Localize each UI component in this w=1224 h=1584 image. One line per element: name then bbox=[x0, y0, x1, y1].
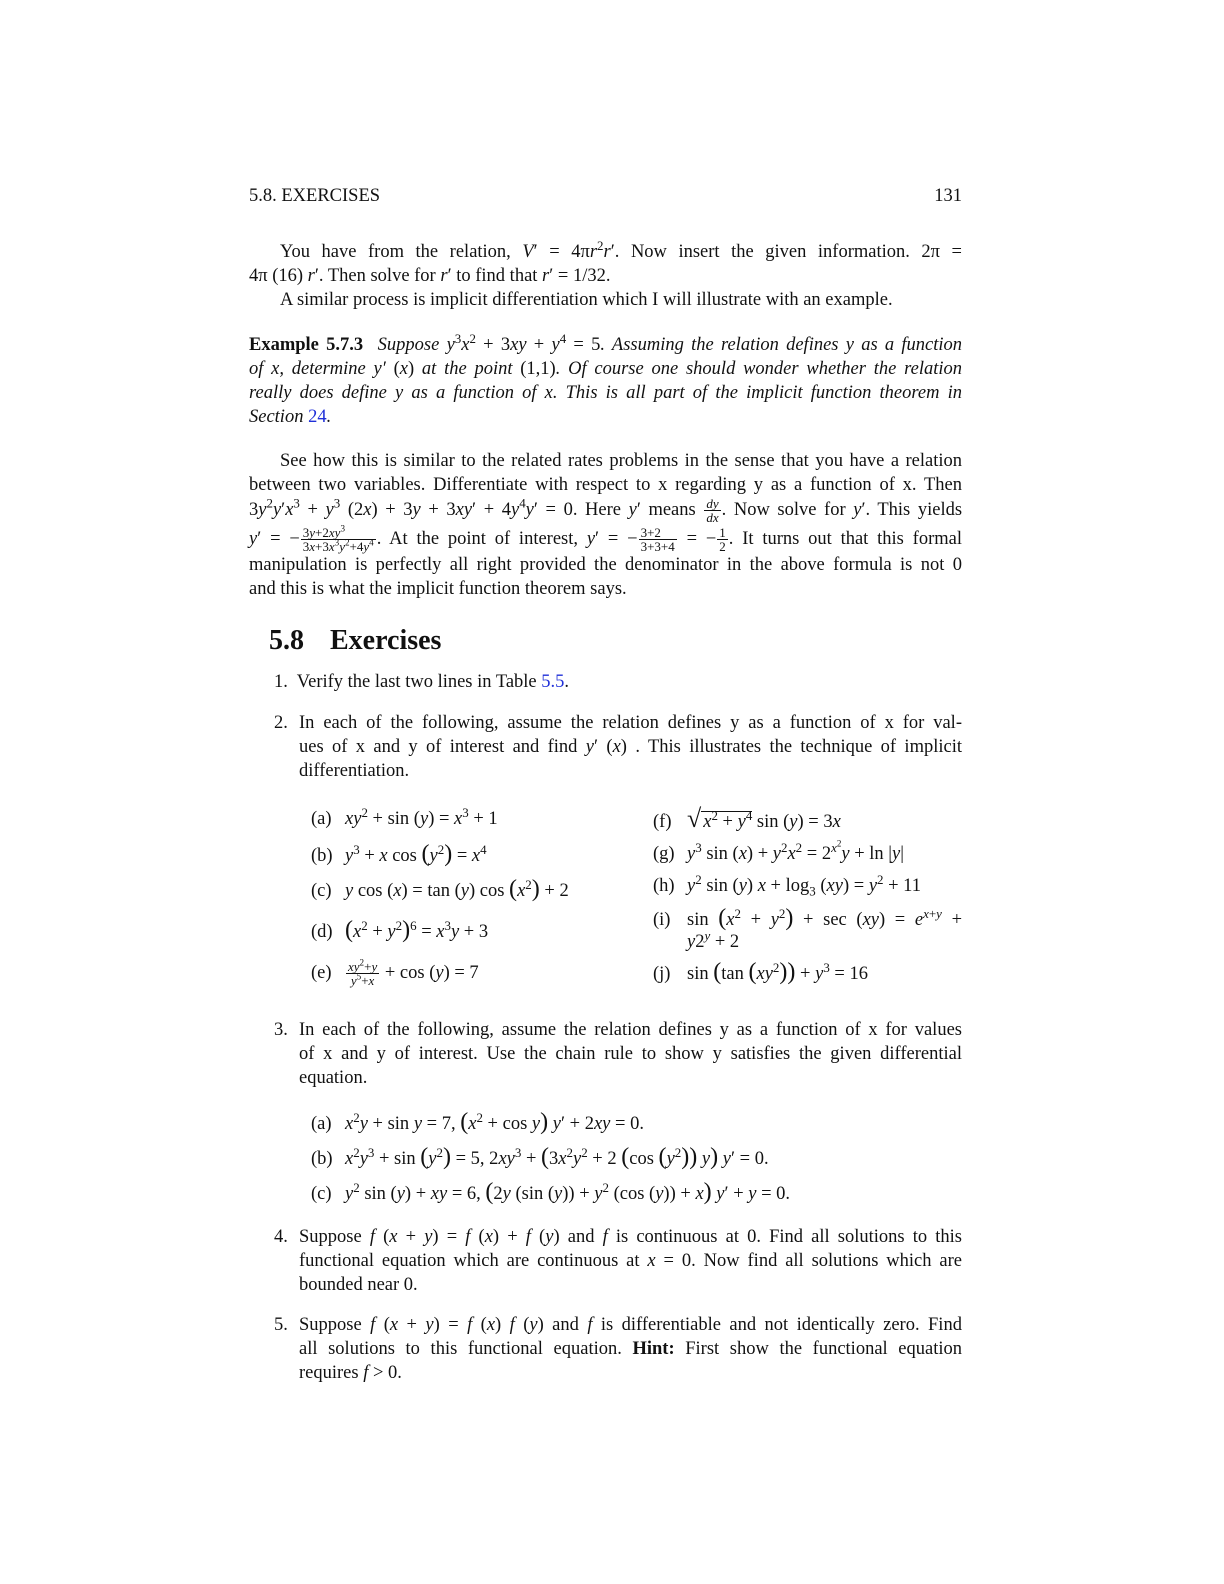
exercise-5-line-2: all solutions to this functional equation. Hint: First show the functional equation bbox=[299, 1339, 962, 1359]
exercise-3-line-2: of x and y of interest. Use the chain rule to show y satisfies the given differential bbox=[299, 1044, 962, 1064]
exercise-2b: (b) $y^3 + x$ $\cos (y^2) = x^4$ bbox=[311, 841, 487, 867]
example-line-2: of x, determine y′ (x) at the point (1,1). Of course one should wonder whether the relation bbox=[249, 359, 963, 379]
exercise-2h: (h) $y^2$ sin (y) $x + \log_3 (xy) = y^2 + 11$ bbox=[653, 871, 921, 899]
exercise-5-line-1: Suppose f (x + y) = f (x) f (y) and f is differentiable and not identically zero. Find bbox=[299, 1315, 962, 1335]
exercise-4-line-1: Suppose f (x + y) = f (x) + f (y) and f is continuous at 0. Find all solutions to this bbox=[299, 1227, 962, 1247]
hint-label: Hint: bbox=[632, 1339, 675, 1359]
exercise-5-line-3: requires f > 0. bbox=[299, 1363, 402, 1383]
exercise-3b: (b) $x^2y^3 + \sin (y^2) = 5$, $2xy^3 + (3x^2y^2 + 2$ (cos $(y^2)$) y) y′ = 0. bbox=[311, 1144, 769, 1170]
discussion-line-5: manipulation is perfectly all right provided the denominator in the above formula is not 0 bbox=[249, 555, 962, 575]
intro-line-1: You have from the relation, $V' = 4\pi r^2r'$. Now insert the given information. 2π = bbox=[280, 237, 962, 262]
exercise-2f: (f) √ $x^2 + y^4$ sin (y) = 3x bbox=[653, 804, 841, 833]
exercise-4-number: 4. bbox=[274, 1227, 288, 1247]
exercise-4-line-3: bounded near 0. bbox=[299, 1275, 418, 1295]
intro-line-2: 4π (16) r′. Then solve for r′ to find that r′ = 1/32. bbox=[249, 266, 611, 286]
exercise-2i-line-2: $y2^y + 2$ bbox=[687, 927, 740, 952]
exercise-2e: (e) $\frac{xy^2+y}{y^5+x}$ + cos (y) = 7 bbox=[311, 957, 479, 988]
exercise-2-line-3: differentiation. bbox=[299, 761, 410, 781]
discussion-line-6: and this is what the implicit function theorem says. bbox=[249, 579, 627, 599]
discussion-line-4: y′ = − $\frac{3y+2xy^3}{3x+3x^3y^2+4y^4}$ . At the point of interest, y′ = − $\frac{3+2}{3+3+4}$ = − $\frac{1}{2}$ . It turns out that this formal bbox=[249, 523, 962, 554]
example-line-3: really does define y as a function of x. This is all part of the implicit function theorem in bbox=[249, 383, 962, 403]
exercise-2c: (c) y cos (x) = tan (y) $\cos (x^2) + 2$ bbox=[311, 876, 569, 902]
exercise-3a: (a) $x^2y + \sin y = 7$, $(x^2 + \cos y) y' + 2xy = 0$. bbox=[311, 1109, 644, 1135]
exercise-4-line-2: functional equation which are continuous at x = 0. Now find all solutions which are bbox=[299, 1251, 963, 1271]
section-number: 5.8 bbox=[269, 625, 304, 656]
exercise-2-line-1: In each of the following, assume the relation defines y as a function of x for val- bbox=[299, 713, 962, 733]
section-24-link[interactable]: 24 bbox=[308, 407, 327, 427]
exercise-2i-line-1: (i) $\sin (x^2 + y^2) + \sec (xy) = e^{x+y}$ + bbox=[653, 905, 963, 931]
example-line-1: Example 5.7.3 Suppose $y^3x^2 + 3xy + y^4 = 5$. Assuming the relation defines y as a function bbox=[249, 330, 963, 355]
page-number: 131 bbox=[934, 186, 962, 206]
exercise-3-line-3: equation. bbox=[299, 1068, 368, 1088]
exercise-5-number: 5. bbox=[274, 1315, 288, 1335]
exercise-3-number: 3. bbox=[274, 1020, 288, 1040]
section-heading bbox=[269, 624, 441, 658]
exercise-3c: (c) $y^2$ sin (y) + xy = 6, (2y (sin $(y)) + y^2$ (cos (y)) + x) y′ + y = 0. bbox=[311, 1179, 791, 1205]
exercise-2a: (a) $xy^2 + \sin (y) = x^3 + 1$ bbox=[311, 804, 498, 829]
exercise-2-line-2: ues of x and y of interest and find y′ (x) . This illustrates the technique of implicit bbox=[299, 737, 962, 757]
discussion-line-3: $3y^2y'x^3 + y^3$ $(2x) + 3y + 3xy' + 4y^4y' = 0$. Here y′ means $\frac{dy}{dx}$ . Now solve for y′. This yields bbox=[249, 495, 963, 525]
exercise-2-number: 2. bbox=[274, 713, 288, 733]
exercise-1: 1. Verify the last two lines in Table 5.5. bbox=[274, 672, 570, 692]
discussion-line-1: See how this is similar to the related rates problems in the sense that you have a relation bbox=[280, 451, 962, 471]
running-header-section: 5.8. EXERCISES bbox=[249, 186, 381, 206]
exercise-2g: (g) $y^3$ $\sin (x) + y^2x^2 = 2^{x^2}y + \ln |y|$ bbox=[653, 838, 904, 864]
exercise-2j: (j) sin (tan $(xy^2)) + y^3 = 16$ bbox=[653, 959, 868, 985]
exercise-3-line-1: In each of the following, assume the relation defines y as a function of x for values bbox=[299, 1020, 962, 1040]
exercise-2d: (d) $(x^2 + y^2)^6 = x^3y + 3$ bbox=[311, 917, 489, 943]
table-5-5-link[interactable]: 5.5 bbox=[541, 672, 565, 692]
example-label: Example 5.7.3 bbox=[249, 335, 364, 355]
intro-line-3: A similar process is implicit differentiation which I will illustrate with an example. bbox=[280, 290, 893, 310]
section-title: Exercises bbox=[330, 625, 442, 656]
page bbox=[249, 0, 972, 1584]
discussion-line-2: between two variables. Differentiate with respect to x regarding y as a function of x. Then bbox=[249, 475, 962, 495]
example-line-4: Section 24. bbox=[249, 407, 332, 427]
